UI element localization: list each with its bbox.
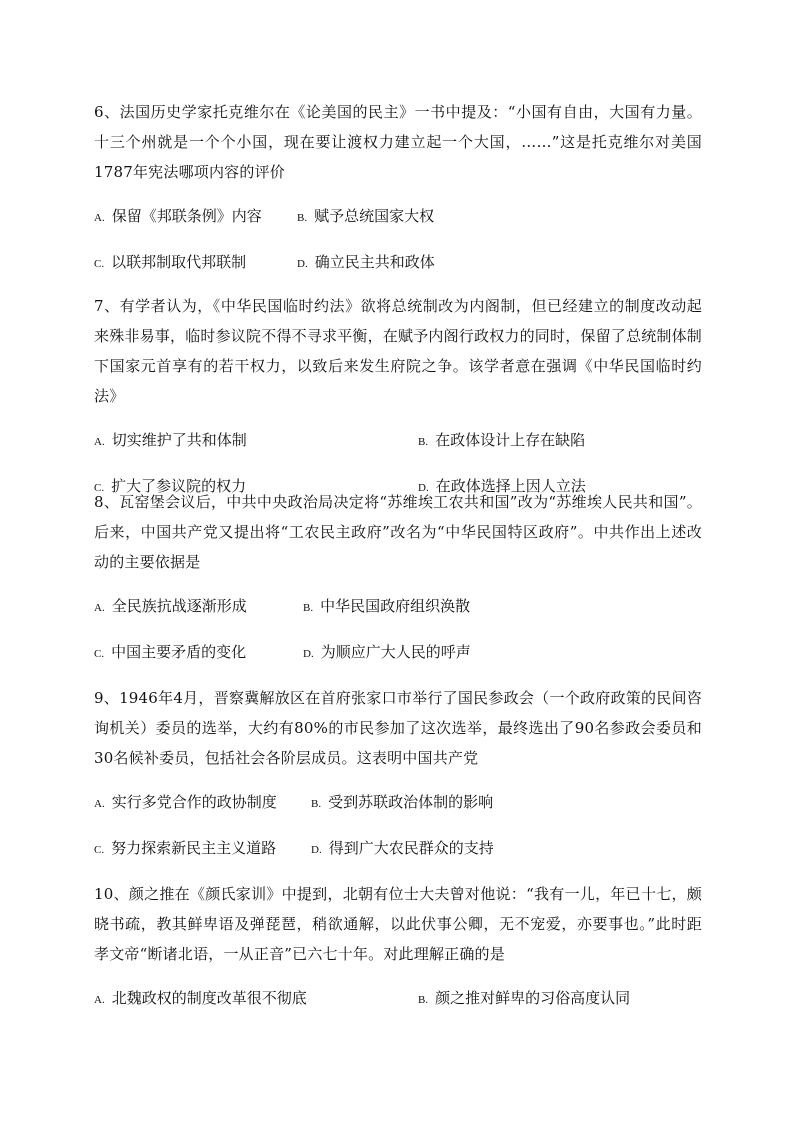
option-text: 以联邦制取代邦联制 [111,253,247,271]
option-a [94,429,247,453]
question-stem: 9、1946年4月，晋察冀解放区在首府张家口市举行了国民参政会（一个政府政策的民间咨询机关）委员的选举，大约有80%的市民参加了这次选举，最终选出了90名参政会委员和30名候补委员，包括社会各阶层成员。这表明中国共产党 [94,689,702,767]
option-letter: D. [303,648,314,660]
question-8 [94,487,702,663]
option-letter: D. [418,482,429,494]
option-text: 保留《邦联条例》内容 [111,207,262,225]
question-10 [94,879,702,1009]
option-text: 全民族抗战逐渐形成 [111,597,247,615]
option-letter: B. [418,994,429,1006]
option-d [311,837,494,861]
question-stem: 6、法国历史学家托克维尔在《论美国的民主》一书中提及：“小国有自由，大国有力量。十三个州就是一个个小国，现在要让渡权力建立起一个大国，……”这是托克维尔对美国1787年宪法哪项内容的评价 [94,103,702,181]
option-c [94,837,276,861]
option-text: 北魏政权的制度改革很不彻底 [111,989,307,1007]
option-d [303,641,471,665]
option-row [94,595,702,617]
option-row [94,791,702,813]
option-letter: A. [94,602,105,614]
option-text: 在政体选择上因人立法 [435,477,586,495]
option-row [94,987,702,1009]
option-text: 中国主要矛盾的变化 [111,643,247,661]
option-row [94,251,702,273]
option-text: 实行多党合作的政协制度 [111,793,277,811]
option-a [94,987,307,1011]
option-text: 确立民主共和政体 [314,253,435,271]
option-letter: D. [311,844,322,856]
option-letter: A. [94,994,105,1006]
option-letter: B. [303,602,314,614]
option-row [94,837,702,859]
option-text: 颜之推对鲜卑的习俗高度认同 [435,989,631,1007]
question-stem: 7、有学者认为，《中华民国临时约法》欲将总统制改为内阁制，但已经建立的制度改动起来殊非易事，临时参议院不得不寻求平衡，在赋予内阁行政权力的同时，保留了总统制体制下国家元首享有的若干权力，以致后来发生府院之争。该学者意在强调《中华民国临时约法》 [94,297,703,405]
option-text: 扩大了参议院的权力 [111,477,247,495]
question-9 [94,683,702,859]
option-letter: C. [94,482,105,494]
option-letter: A. [94,212,105,224]
option-text: 受到苏联政治体制的影响 [328,793,494,811]
option-b [297,205,434,229]
option-a [94,205,262,229]
option-text: 切实维护了共和体制 [111,431,247,449]
option-a [94,595,247,619]
option-a [94,791,277,815]
option-c [94,641,246,665]
option-text: 努力探索新民主主义道路 [111,839,277,857]
question-stem: 10、颜之推在《颜氏家训》中提到，北朝有位士大夫曾对他说：“我有一儿，年已十七，颇晓书疏，教其鲜卑语及弹琵琶，稍欲通解，以此伏事公卿，无不宠爱，亦要事也。”此时距孝文帝“断诸北语，一从正音”已六七十年。对此理解正确的是 [94,885,702,963]
option-letter: C. [94,258,105,270]
option-row [94,429,702,451]
option-b [311,791,493,815]
option-letter: B. [418,436,429,448]
option-b [418,429,585,453]
option-letter: B. [297,212,308,224]
option-row [94,641,702,663]
option-c [94,251,246,275]
question-7 [94,291,702,497]
option-text: 赋予总统国家大权 [314,207,435,225]
option-text: 中华民国政府组织涣散 [320,597,471,615]
option-text: 在政体设计上存在缺陷 [435,431,586,449]
option-letter: B. [311,798,322,810]
option-text: 得到广大农民群众的支持 [328,839,494,857]
option-text: 为顺应广大人民的呼声 [320,643,471,661]
question-stem: 8、瓦窑堡会议后，中共中央政治局决定将“苏维埃工农共和国”改为“苏维埃人民共和国”。后来，中国共产党又提出将“工农民主政府”改名为“中华民国特区政府”。中共作出上述改动的主要依据是 [94,493,702,571]
option-letter: A. [94,798,105,810]
option-letter: C. [94,648,105,660]
option-d [297,251,435,275]
option-b [303,595,470,619]
option-letter: D. [297,258,308,270]
option-row [94,205,702,227]
option-letter: C. [94,844,105,856]
option-b [418,987,630,1011]
option-letter: A. [94,436,105,448]
question-6 [94,97,702,273]
